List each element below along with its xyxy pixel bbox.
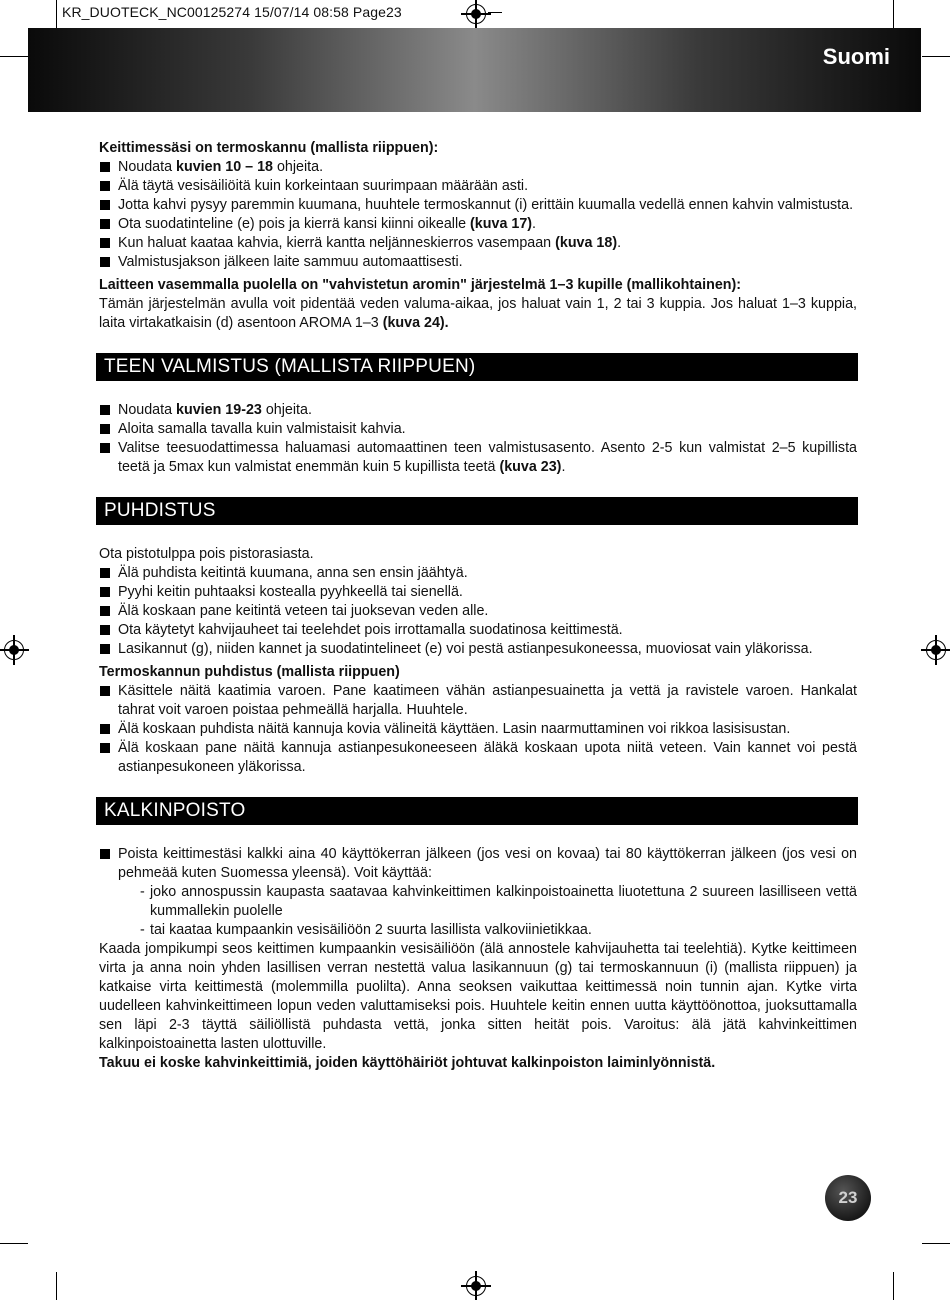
crop-mark	[893, 1272, 894, 1300]
cleaning-intro: Ota pistotulppa pois pistorasiasta.	[99, 546, 314, 562]
list-item: Älä koskaan pane näitä kannuja astianpesukoneeseen äläkä koskaan upota niitä veteen. Vain kannet voi pestä astianpesukoneen yläkorissa.	[99, 739, 857, 777]
list-item: Ota käytetyt kahvijauheet tai teelehdet pois irrottamalla suodatinosa keittimestä.	[99, 621, 857, 640]
registration-mark-right	[926, 640, 946, 660]
print-slug: KR_DUOTECK_NC00125274 15/07/14 08:58 Page23	[62, 4, 402, 20]
registration-mark-top	[466, 4, 486, 24]
list-item: Älä koskaan pane keitintä veteen tai juoksevan veden alle.	[99, 602, 857, 621]
aroma-heading: Laitteen vasemmalla puolella on "vahvistetun aromin" järjestelmä 1–3 kupille (mallikohtainen):	[99, 277, 742, 293]
page-content	[99, 139, 857, 1073]
crop-mark	[56, 1272, 57, 1300]
list-item: Poista keittimestäsi kalkki aina 40 käyttökerran jälkeen (jos vesi on kovaa) tai 80 käyttökerran jälkeen (jos vesi on pehmeää kuten Suomessa yleensä). Voit käyttää:	[99, 845, 857, 883]
aroma-text: Tämän järjestelmän avulla voit pidentää veden valuma-aikaa, jos haluat vain 1, 2 tai 3 kuppia. Jos haluat 1–3 kuppia, laita virtakatkaisin (d) asentoon AROMA 1–3 (kuva 24).	[99, 296, 857, 331]
list-item: Älä puhdista keitintä kuumana, anna sen ensin jäähtyä.	[99, 564, 857, 583]
thermos-cleaning-heading: Termoskannun puhdistus (mallista riippuen)	[99, 664, 400, 680]
list-item: Älä täytä vesisäiliöitä kuin korkeintaan suurimpaan määrään asti.	[99, 177, 857, 196]
list-item: Älä koskaan puhdista näitä kannuja kovia välineitä käyttäen. Lasin naarmuttaminen voi rikkoa lasisisustan.	[99, 720, 857, 739]
language-label: Suomi	[822, 44, 890, 69]
list-item: Noudata kuvien 10 – 18 ohjeita.	[99, 158, 857, 177]
crop-mark	[893, 0, 894, 28]
dash-item: - tai kaataa kumpaankin vesisäiliöön 2 suurta lasillista valkoviinietikkaa.	[140, 922, 592, 938]
list-item: Käsittele näitä kaatimia varoen. Pane kaatimeen vähän astianpesuainetta ja vettä ja ravistele varoen. Hankalat tahrat voit varoen poistaa pehmeällä harjalla. Huuhtele.	[99, 682, 857, 720]
list-item: Kun haluat kaataa kahvia, kierrä kantta neljänneskierros vasempaan (kuva 18).	[99, 234, 857, 253]
page-number: 23	[825, 1175, 871, 1221]
registration-mark-bottom	[466, 1276, 486, 1296]
section-title-descaling: KALKINPOISTO	[96, 797, 858, 825]
registration-mark-left	[4, 640, 24, 660]
warranty-note: Takuu ei koske kahvinkeittimiä, joiden käyttöhäiriöt johtuvat kalkinpoiston laiminlyönnistä.	[99, 1055, 716, 1071]
thermos-heading: Keittimessäsi on termoskannu (mallista riippuen):	[99, 140, 439, 156]
list-item: Pyyhi keitin puhtaaksi kostealla pyyhkeellä tai sienellä.	[99, 583, 857, 602]
crop-mark	[922, 56, 950, 57]
list-item: Valitse teesuodattimessa haluamasi automaattinen teen valmistusasento. Asento 2-5 kun valmistat 2–5 kupillista teetä ja 5max kun valmistat enemmän kuin 5 kupillista teetä (kuva 23).	[99, 439, 857, 477]
list-item: Ota suodatinteline (e) pois ja kierrä kansi kiinni oikealle (kuva 17).	[99, 215, 857, 234]
list-item: Jotta kahvi pysyy paremmin kuumana, huuhtele termoskannut (i) erittäin kuumalla vedellä ennen kahvin valmistusta.	[99, 196, 857, 215]
list-item: Noudata kuvien 19-23 ohjeita.	[99, 401, 857, 420]
list-item: Valmistusjakson jälkeen laite sammuu automaattisesti.	[99, 253, 857, 272]
crop-mark	[0, 1243, 28, 1244]
dash-item: - joko annospussin kaupasta saatavaa kahvinkeittimen kalkinpoistoainetta liuotettuna 2 suureen lasilliseen vettä kummallekin puolelle	[140, 884, 857, 919]
crop-mark	[922, 1243, 950, 1244]
list-item: Aloita samalla tavalla kuin valmistaisit kahvia.	[99, 420, 857, 439]
crop-mark	[0, 56, 28, 57]
header-band	[28, 28, 921, 112]
descaling-paragraph: Kaada jompikumpi seos keittimen kumpaankin vesisäiliöön (älä annostele kahvijauhetta tai teelehtiä). Kytke keittimeen virta ja anna noin yhden lasillisen verran nestettä valua lasikannuun (g) tai termoskannuun (i) (mallista riippuen) ja katkaise virta keittimestä (molemmilla puolilta). Anna seoksen vaikuttaa keittimessä noin tunnin ajan. Kytke virta uudelleen kahvinkeittimeen lopun veden valuttamiseksi pois. Huuhtele keitin ennen uutta käyttöönottoa, juoksuttamalla sen läpi 2-3 täyttä säiliöllistä puhdasta vettä, jonka sitten heität pois. Varoitus: älä jätä kahvinkeittimen kalkinpoistoainetta lasten ulottuville.	[99, 941, 857, 1052]
crop-mark	[56, 0, 57, 28]
list-item: Lasikannut (g), niiden kannet ja suodatintelineet (e) voi pestä astianpesukoneessa, muoviosat vain yläkorissa.	[99, 640, 857, 659]
section-title-cleaning: PUHDISTUS	[96, 497, 858, 525]
section-title-tea: TEEN VALMISTUS (MALLISTA RIIPPUEN)	[96, 353, 858, 381]
